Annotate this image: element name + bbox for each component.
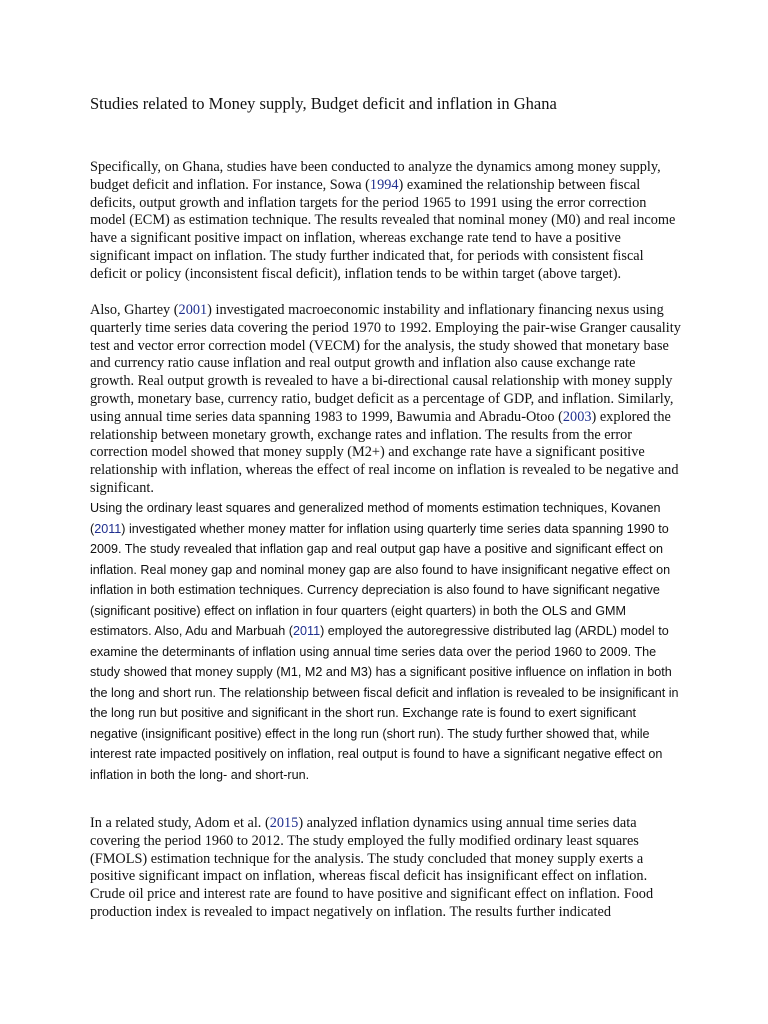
paragraph-text: ) analyzed inflation dynamics using annual time series data covering the period 1960 to 2012. The study employed the fully modified ordinary least squares (FMOLS) estimation technique for the analysis. The study concluded that money supply exerts a positive significant impact on inflation, whereas fiscal deficit has insignificant effect on inflation. Crude oil price and interest rate are found to have positive and significant effect on inflation. Food production index is revealed to impact negatively on inflation. The results further indicated: [90, 815, 654, 920]
citation-link[interactable]: 2001: [178, 302, 208, 318]
paragraph-text: Using the ordinary least squares and generalized method of moments estimation techniques, Kovanen (: [90, 501, 661, 536]
paragraph-kovanen: [90, 498, 682, 785]
citation-link[interactable]: 2003: [562, 408, 592, 425]
citation-link[interactable]: 2015: [269, 815, 299, 831]
paragraph-sowa: [90, 159, 682, 284]
paragraph-text: ) employed the autoregressive distributed lag (ARDL) model to examine the determinants of inflation using annual time series data over the period 1960 to 2009. The study showed that money supply (M1, M2 and M3) has a significant positive influence on inflation in both the long and short run. The relationship between fiscal deficit and inflation is revealed to be insignificant in the long run but positive and significant in the short run. Exchange rate is found to exert significant negative (insignificant positive) effect in the long run (short run). The study further showed that, while interest rate impacted positively on inflation, real output is found to have a significant negative effect on inflation in both the long- and short-run.: [90, 624, 679, 782]
section-heading: Studies related to Money supply, Budget deficit and inflation in Ghana: [90, 94, 557, 113]
paragraph-text: ) explored the relationship between monetary growth, exchange rates and inflation. The results from the error correction model showed that money supply (M2+) and exchange rate have a significant positive relationship with inflation, whereas the effect of real income on inflation is revealed to be negative and significant.: [90, 408, 679, 496]
paragraph-text: Also, Ghartey (: [90, 302, 179, 318]
citation-link[interactable]: 1994: [369, 176, 399, 193]
citation-link[interactable]: 2011: [94, 521, 122, 536]
paragraph-adom: [90, 815, 682, 922]
paragraph-text: ) examined the relationship between fiscal deficits, output growth and inflation targets for the period 1965 to 1991 using the error correction model (ECM) as estimation technique. The results revealed that nominal money (M0) and real income have a significant positive impact on inflation, whereas exchange rate tend to have a positive significant impact on inflation. The study further indicated that, for periods with consistent fiscal deficit or policy (inconsistent fiscal deficit), inflation tends to be within target (above target).: [90, 176, 676, 282]
paragraph-ghartey: [90, 302, 682, 498]
paragraph-text: ) investigated whether money matter for inflation using quarterly time series data spanning 1990 to 2009. The study revealed that inflation gap and real output gap have a positive and significant effect on inflation. Real money gap and nominal money gap are also found to have insignificant negative effect on inflation in both estimation techniques. Currency depreciation is also found to have significant negative (significant positive) effect on inflation in four quarters (eight quarters) in both the OLS and GMM estimators. Also, Adu and Marbuah (: [90, 521, 671, 638]
paragraph-text: ) investigated macroeconomic instability and inflationary financing nexus using quarterly time series data covering the period 1970 to 1992. Employing the pair-wise Granger causality test and vector error correction model (VECM) for the analysis, the study showed that monetary base and currency ratio cause inflation and real output growth and inflation also cause exchange rate growth. Real output growth is revealed to have a bi-directional causal relationship with money supply growth, monetary base, currency ratio, budget deficit as a percentage of GDP, and inflation. Similarly, using annual time series data spanning 1983 to 1999, Bawumia and Abradu-Otoo (: [90, 302, 681, 425]
paragraph-text: In a related study, Adom et al. (: [90, 815, 270, 831]
citation-link[interactable]: 2011: [293, 624, 321, 638]
paragraph-text: Specifically, on Ghana, studies have been conducted to analyze the dynamics among money supply, budget deficit and inflation. For instance, Sowa (: [90, 159, 661, 193]
